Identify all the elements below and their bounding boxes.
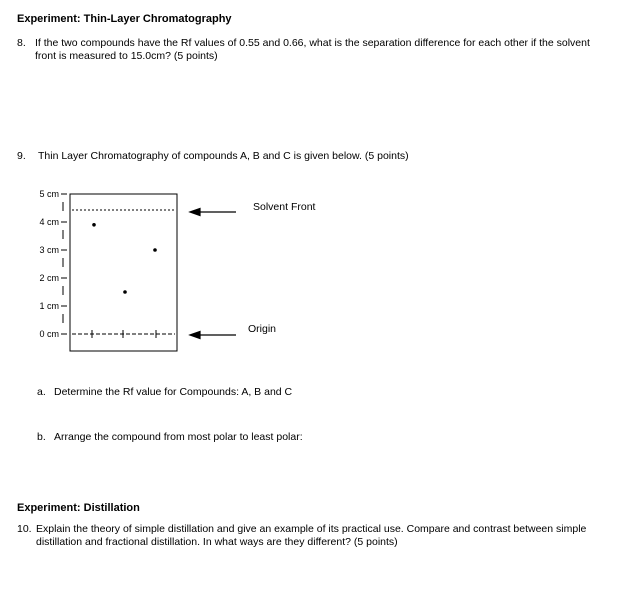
question-8-line-1: If the two compounds have the Rf values of 0.55 and 0.66, what is the separation difference for each other if the solvent (35, 37, 590, 49)
solvent-front-arrow (190, 209, 236, 216)
scale-label-1cm: 1 cm (39, 301, 59, 311)
question-10-text (36, 523, 586, 549)
part-b-text: Arrange the compound from most polar to least polar: (54, 431, 303, 443)
question-10-line-1: Explain the theory of simple distillation and give an example of its practical use. Compare and contrast between simple (36, 523, 587, 535)
question-8-text (35, 37, 590, 63)
spot-compound-a (92, 223, 96, 227)
origin-label: Origin (248, 323, 277, 335)
section-heading-distillation: Experiment: Distillation (17, 502, 140, 514)
question-8-number: 8. (17, 37, 26, 49)
scale-ruler (61, 194, 67, 334)
scale-label-5cm: 5 cm (39, 189, 59, 199)
tlc-plate (70, 194, 177, 351)
question-9-text: Thin Layer Chromatography of compounds A, B and C is given below. (5 points) (38, 150, 409, 162)
question-10-number: 10. (17, 523, 32, 535)
question-10-line-2: distillation and fractional distillation. In what ways are they different? (5 points) (36, 536, 398, 548)
part-b-letter: b. (37, 431, 46, 443)
origin-arrowhead (190, 332, 200, 339)
solvent-front-arrowhead (190, 209, 200, 216)
tlc-diagram (0, 180, 340, 360)
spot-compound-c (123, 290, 127, 294)
scale-label-2cm: 2 cm (39, 273, 59, 283)
question-9-number: 9. (17, 150, 26, 162)
origin-arrow (190, 332, 236, 339)
section-heading-tlc: Experiment: Thin-Layer Chromatography (17, 13, 232, 25)
solvent-front-label: Solvent Front (253, 201, 316, 213)
scale-label-0cm: 0 cm (39, 329, 59, 339)
spot-compound-b (153, 248, 157, 252)
part-a-text: Determine the Rf value for Compounds: A, B and C (54, 386, 293, 398)
question-8-line-2: front is measured to 15.0cm? (5 points) (35, 50, 218, 62)
scale-label-3cm: 3 cm (39, 245, 59, 255)
part-a-letter: a. (37, 386, 46, 398)
scale-label-4cm: 4 cm (39, 217, 59, 227)
